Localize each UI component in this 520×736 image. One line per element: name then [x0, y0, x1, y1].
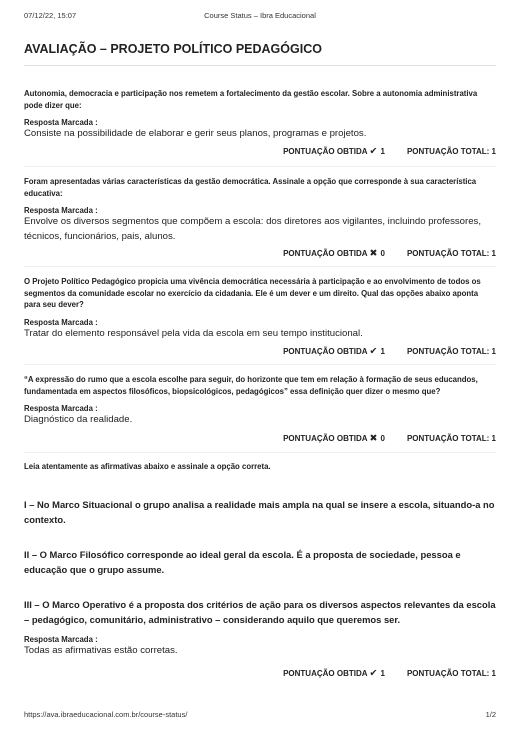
- question-text: Autonomia, democracia e participação nos remetem a fortalecimento da gestão escolar. Sobre a autonomia administrativa pode dizer que:: [24, 89, 478, 110]
- cross-icon: ✖: [369, 248, 378, 259]
- page-number: 1/2: [485, 710, 496, 719]
- check-icon: ✔: [369, 668, 378, 679]
- page-url: https://ava.ibraeducacional.com.br/course-status/: [24, 710, 188, 719]
- answer-text: Consiste na possibilidade de elaborar e gerir seus planos, programas e projetos.: [24, 128, 367, 139]
- score-obtained: PONTUAÇÃO OBTIDA ✔ 1: [283, 346, 385, 357]
- question-text: Foram apresentadas várias características da gestão democrática. Assinale a opção que corresponde à sua característica educativa:: [24, 177, 477, 198]
- divider: [24, 452, 496, 453]
- score-total: PONTUAÇÃO TOTAL: 1: [406, 249, 496, 258]
- check-icon: ✔: [369, 346, 378, 357]
- print-date: 07/12/22, 15:07: [24, 11, 77, 20]
- score-row: [283, 433, 496, 444]
- title-divider: [24, 65, 496, 66]
- score-row: [283, 668, 496, 679]
- question-text: “A expressão do rumo que a escola escolhe para seguir, do horizonte que tem em relação à formação de seus educandos, fundamentada em aspectos filosóficos, biopsicológicos, pedagógicos” essa definição quer dizer o mesmo que?: [24, 375, 478, 396]
- cross-icon: ✖: [369, 433, 378, 444]
- score-total: PONTUAÇÃO TOTAL: 1: [406, 669, 496, 678]
- page-title: AVALIAÇÃO – PROJETO POLÍTICO PEDAGÓGICO: [24, 42, 322, 56]
- answer-text: Diagnóstico da realidade.: [24, 414, 133, 425]
- score-row: [283, 146, 496, 157]
- print-header: [24, 11, 496, 23]
- question-block: [24, 461, 496, 681]
- statement-text: I – No Marco Situacional o grupo analisa a realidade mais ampla na qual se insere a escola, situando-a no contexto.: [24, 498, 495, 525]
- statement-text: II – O Marco Filosófico corresponde ao ideal geral da escola. É a proposta de sociedade, pessoa e educação que o grupo assume.: [24, 548, 461, 575]
- score-obtained: PONTUAÇÃO OBTIDA ✖ 0: [283, 433, 385, 444]
- divider: [24, 166, 496, 167]
- answer-text: Envolve os diversos segmentos que compõem a escola: dos diretores aos vigilantes, incluindo professores, técnicos, funcionários, pais, alunos.: [24, 216, 482, 242]
- check-icon: ✔: [369, 146, 378, 157]
- question-block: [24, 374, 496, 448]
- score-row: [283, 248, 496, 259]
- answer-label: Resposta Marcada :: [24, 634, 98, 644]
- score-row: [283, 346, 496, 357]
- divider: [24, 266, 496, 267]
- answer-text: Todas as afirmativas estão corretas.: [24, 644, 178, 656]
- score-total: PONTUAÇÃO TOTAL: 1: [406, 147, 496, 156]
- score-total: PONTUAÇÃO TOTAL: 1: [406, 347, 496, 356]
- question-block: [24, 176, 496, 262]
- score-obtained: PONTUAÇÃO OBTIDA ✔ 1: [283, 668, 385, 679]
- answer-label: Resposta Marcada :: [24, 118, 98, 127]
- question-text: Leia atentamente as afirmativas abaixo e assinale a opção correta.: [24, 462, 271, 471]
- answer-label: Resposta Marcada :: [24, 404, 98, 413]
- answer-label: Resposta Marcada :: [24, 206, 98, 215]
- question-block: [24, 88, 496, 158]
- print-footer: [24, 710, 496, 722]
- score-obtained: PONTUAÇÃO OBTIDA ✔ 1: [283, 146, 385, 157]
- divider: [24, 364, 496, 365]
- print-page-title: Course Status – Ibra Educacional: [204, 11, 316, 20]
- answer-text: Tratar do elemento responsável pela vida da escola em seu tempo institucional.: [24, 327, 363, 339]
- score-obtained: PONTUAÇÃO OBTIDA ✖ 0: [283, 248, 385, 259]
- statement-text: III – O Marco Operativo é a proposta dos critérios de ação para os diversos aspectos relevantes da escola – pedagógico, comunitário, administrativo – considerando aquilo que queremos ser.: [24, 598, 496, 625]
- answer-label: Resposta Marcada :: [24, 317, 98, 327]
- score-total: PONTUAÇÃO TOTAL: 1: [406, 434, 496, 443]
- question-text: O Projeto Político Pedagógico propicia uma vivência democrática necessária à participação e ao envolvimento de todos os segmentos da comunidade escolar no exercício da cidadania. Ele é um dever e um direito. Qual das opções abaixo aponta para seu dever?: [24, 277, 481, 309]
- question-block: [24, 276, 496, 360]
